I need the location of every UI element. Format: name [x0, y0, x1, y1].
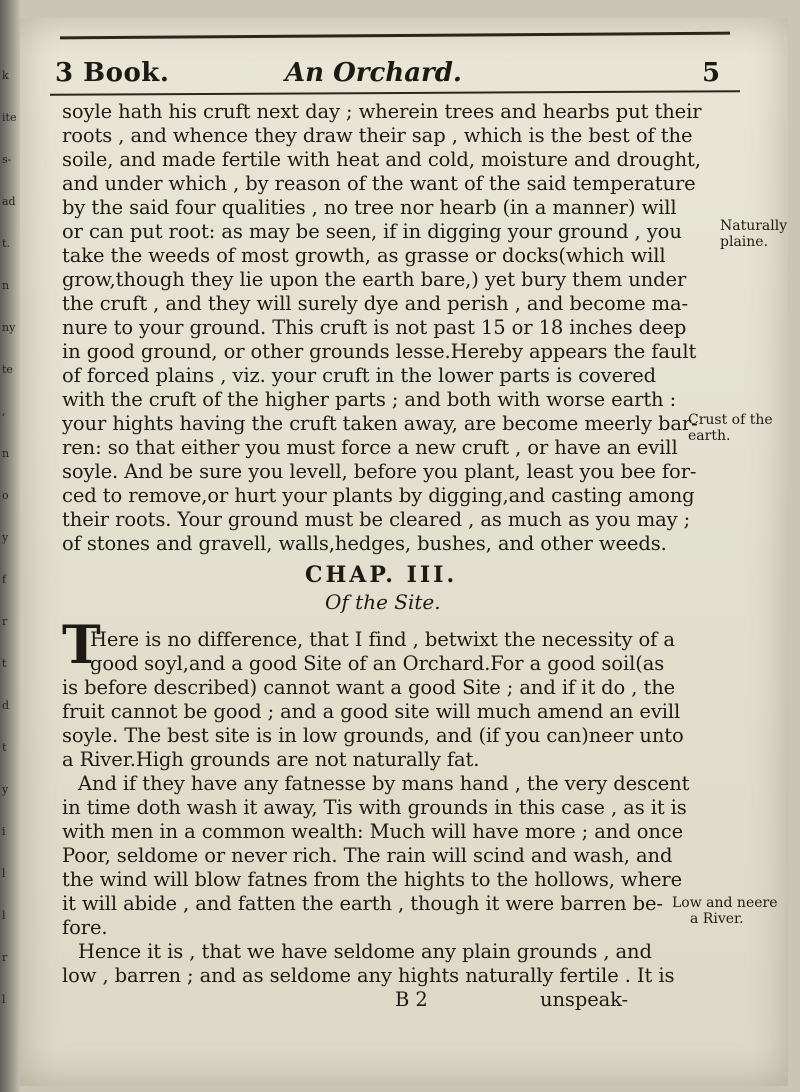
gutter-fragment: d: [2, 699, 10, 712]
text-line: Here is no difference, that I find , betwixt the necessity of a: [90, 628, 675, 651]
text-line: soyle. And be sure you levell, before you plant, least you bee for-: [62, 460, 697, 483]
text-line: roots , and whence they draw their sap , which is the best of the: [62, 124, 693, 147]
text-line: Poor, seldome or never rich. The rain will scind and wash, and: [62, 844, 673, 867]
text-line: or can put root: as may be seen, if in digging your ground , you: [62, 220, 682, 243]
gutter-fragment: r: [2, 615, 8, 628]
chapter-subtitle: Of the Site.: [325, 590, 441, 614]
text-line: is before described) cannot want a good Site ; and if it do , the: [62, 676, 676, 699]
text-line: grow,though they lie upon the earth bare,) yet bury them under: [62, 268, 687, 291]
gutter-fragment: y: [2, 531, 9, 544]
text-line: the wind will blow fatnes from the hights to the hollows, where: [62, 868, 683, 891]
text-line: low , barren ; and as seldome any hights naturally fertile . It is: [62, 964, 675, 987]
text-line: good soyl,and a good Site of an Orchard.For a good soil(as: [90, 652, 665, 675]
text-line: ren: so that either you must force a new cruft , or have an evill: [62, 436, 678, 459]
margin-note-line: plaine.: [720, 234, 769, 250]
gutter-fragment: f: [2, 573, 7, 586]
text-line: soyle hath his cruft next day ; wherein trees and hearbs put their: [62, 100, 702, 123]
running-head-title: An Orchard.: [285, 58, 462, 88]
margin-note-line: a River.: [690, 911, 744, 927]
drop-capital: T: [62, 615, 101, 676]
gutter-fragment: ny: [2, 321, 16, 334]
page-number: 5: [702, 58, 721, 88]
margin-note-line: Crust of the: [688, 412, 773, 428]
text-line: their roots. Your ground must be cleared , as much as you may ;: [62, 508, 691, 531]
gutter-fragment: s-: [2, 153, 12, 166]
gutter-fragment: l: [2, 909, 6, 922]
text-line: of stones and gravell, walls,hedges, bushes, and other weeds.: [62, 532, 667, 555]
text-line: ced to remove,or hurt your plants by digging,and casting among: [62, 484, 695, 507]
gutter-fragment: y: [2, 783, 9, 796]
margin-note-line: Naturally: [720, 218, 788, 234]
gutter-fragment: ,: [2, 405, 6, 418]
gutter-fragment: t: [2, 657, 7, 670]
gutter-fragment: i: [2, 825, 6, 838]
text-line: Hence it is , that we have seldome any plain grounds , and: [78, 940, 652, 963]
gutter-fragment: te: [2, 363, 13, 376]
text-line: the cruft , and they will surely dye and perish , and become ma-: [62, 292, 689, 315]
gutter-shadow: [0, 0, 20, 1092]
text-line: with men in a common wealth: Much will have more ; and once: [62, 820, 684, 843]
text-line: it will abide , and fatten the earth , though it were barren be-: [62, 892, 663, 915]
gutter-fragment: t: [2, 741, 7, 754]
text-line: by the said four qualities , no tree nor hearb (in a manner) will: [62, 196, 677, 219]
gutter-fragment: o: [2, 489, 9, 502]
text-line: fruit cannot be good ; and a good site will much amend an evill: [62, 700, 681, 723]
text-line: soyle. The best site is in low grounds, and (if you can)neer unto: [62, 724, 684, 747]
text-line: in time doth wash it away, Tis with grounds in this case , as it is: [62, 796, 687, 819]
margin-note-naturally: [720, 218, 787, 250]
text-line: And if they have any fatnesse by mans hand , the very descent: [78, 772, 690, 795]
gutter-fragment: k: [2, 69, 9, 82]
text-line: soile, and made fertile with heat and cold, moisture and drought,: [62, 148, 701, 171]
text-line: a River.High grounds are not naturally fat.: [62, 748, 480, 771]
gutter-fragment: n: [2, 279, 10, 292]
gutter-fragment: r: [2, 951, 8, 964]
text-line: with the cruft of the higher parts ; and both with worse earth :: [62, 388, 677, 411]
chapter-heading: CHAP. III.: [305, 562, 458, 588]
gutter-fragment: l: [2, 867, 6, 880]
gutter-fragment: ite: [2, 111, 17, 124]
text-line: nure to your ground. This cruft is not past 15 or 18 inches deep: [62, 316, 687, 339]
gutter-fragment: l: [2, 993, 6, 1006]
margin-note-line: Low and neere: [672, 895, 778, 911]
text-line: fore.: [62, 916, 108, 939]
gutter-fragment: ad: [2, 195, 16, 208]
margin-note-low-river: [672, 895, 778, 927]
text-line: and under which , by reason of the want of the said temperature: [62, 172, 696, 195]
text-line: take the weeds of most growth, as grasse or docks(which will: [62, 244, 666, 267]
signature-mark: B 2: [395, 988, 428, 1011]
margin-note-line: earth.: [688, 428, 731, 444]
text-line: of forced plains , viz. your cruft in the lower parts is covered: [62, 364, 657, 387]
gutter-fragment: t.: [2, 237, 10, 250]
gutter-fragment: n: [2, 447, 10, 460]
margin-note-crust: [688, 412, 773, 444]
text-line: in good ground, or other grounds lesse.Hereby appears the fault: [62, 340, 697, 363]
running-head-book: 3 Book.: [55, 58, 170, 88]
catchword: unspeak-: [540, 988, 629, 1011]
text-line: your hights having the cruft taken away, are become meerly bar-: [62, 412, 698, 435]
